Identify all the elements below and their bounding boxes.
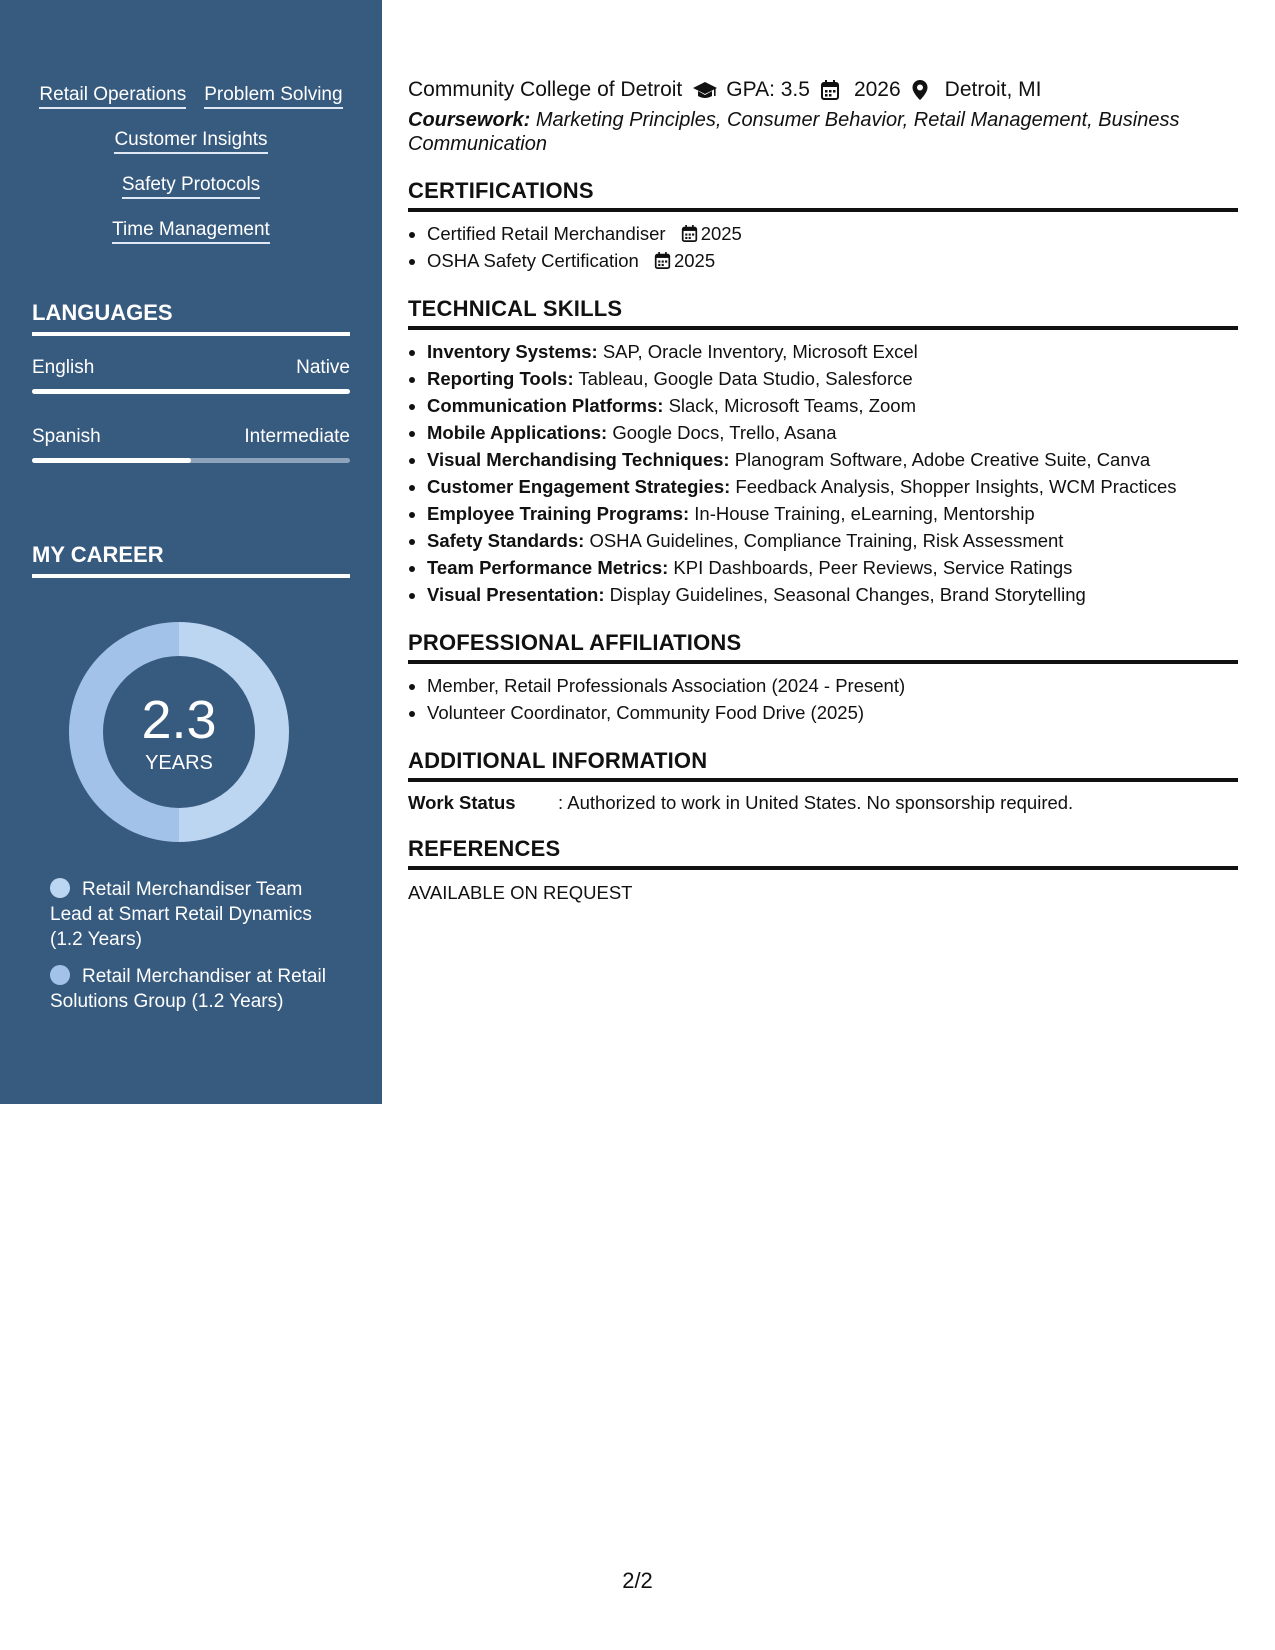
skill-item (427, 446, 1238, 473)
certification-item (427, 220, 1238, 247)
skill-values: In-House Training, eLearning, Mentorship (694, 503, 1035, 524)
work-status (408, 792, 1238, 814)
calendar-icon (820, 79, 844, 101)
language-bar-fill (32, 458, 191, 463)
skill-tag: Safety Protocols (122, 174, 260, 199)
skills-list (0, 84, 382, 264)
coursework-list: Marketing Principles, Consumer Behavior, Retail Management, Business Communication (408, 109, 1180, 155)
certification-name: OSHA Safety Certification (427, 250, 639, 271)
legend-dot (50, 965, 70, 985)
career-heading: MY CAREER (32, 542, 350, 578)
career-legend-label: Retail Merchandiser at Retail Solutions Group (1.2 Years) (50, 966, 326, 1012)
coursework (408, 108, 1238, 156)
skill-tag: Retail Operations (39, 84, 186, 109)
language-english (32, 357, 350, 394)
language-name: Spanish (32, 426, 101, 447)
calendar-icon (654, 249, 671, 266)
skill-category: Visual Presentation: (427, 584, 605, 605)
skill-category: Visual Merchandising Techniques: (427, 449, 730, 470)
page-number: 2/2 (622, 1568, 653, 1593)
skill-values: SAP, Oracle Inventory, Microsoft Excel (602, 341, 918, 362)
section-title-certifications: CERTIFICATIONS (408, 178, 1238, 212)
skill-item (427, 392, 1238, 419)
skill-item (427, 500, 1238, 527)
skill-category: Reporting Tools: (427, 368, 574, 389)
career-years-label: YEARS (145, 752, 213, 774)
career-legend-item (50, 877, 340, 952)
sidebar (0, 0, 382, 1104)
language-name: English (32, 357, 95, 378)
skill-tag: Customer Insights (114, 129, 267, 154)
career-donut-chart (66, 619, 292, 845)
skill-item (427, 338, 1238, 365)
skill-item (427, 419, 1238, 446)
work-status-label: Work Status (408, 792, 516, 813)
calendar-icon (681, 222, 698, 239)
affiliations-list (408, 672, 1238, 726)
school-name: Community College of Detroit (408, 78, 683, 101)
skill-tag: Time Management (112, 219, 270, 244)
section-title-references: REFERENCES (408, 836, 1238, 870)
skill-category: Customer Engagement Strategies: (427, 476, 731, 497)
skill-values: Feedback Analysis, Shopper Insights, WCM Practices (735, 476, 1177, 497)
certification-name: Certified Retail Merchandiser (427, 223, 666, 244)
skill-values: Slack, Microsoft Teams, Zoom (668, 395, 916, 416)
skill-category: Employee Training Programs: (427, 503, 690, 524)
skill-category: Mobile Applications: (427, 422, 608, 443)
career-legend-item (50, 964, 340, 1014)
coursework-label: Coursework: (408, 109, 531, 131)
skill-category: Safety Standards: (427, 530, 585, 551)
skill-values: KPI Dashboards, Peer Reviews, Service Ratings (673, 557, 1073, 578)
certification-item (427, 247, 1238, 274)
language-bar (32, 389, 350, 394)
language-bar-fill (32, 389, 350, 394)
career-legend-label: Retail Merchandiser Team Lead at Smart Retail Dynamics (1.2 Years) (50, 879, 312, 950)
graduation-year: 2026 (853, 78, 901, 101)
skill-category: Team Performance Metrics: (427, 557, 669, 578)
language-level: Native (296, 357, 350, 378)
education-line (408, 78, 1238, 102)
section-title-affiliations: PROFESSIONAL AFFILIATIONS (408, 630, 1238, 664)
certifications-list (408, 220, 1238, 274)
affiliation-item: • Volunteer Coordinator, Community Food Drive (2025) (427, 699, 1238, 726)
skill-category: Inventory Systems: (427, 341, 598, 362)
skill-item (427, 365, 1238, 392)
career-legend (50, 877, 340, 1026)
gpa: GPA: 3.5 (726, 78, 810, 101)
map-pin-icon (911, 79, 935, 101)
languages-heading: LANGUAGES (32, 300, 350, 336)
skill-values: OSHA Guidelines, Compliance Training, Risk Assessment (589, 530, 1064, 551)
skill-values: Planogram Software, Adobe Creative Suite, Canva (734, 449, 1151, 470)
language-bar (32, 458, 350, 463)
language-level: Intermediate (244, 426, 350, 447)
certification-year: 2025 (700, 223, 742, 244)
skill-values: Tableau, Google Data Studio, Salesforce (578, 368, 913, 389)
work-status-value: : Authorized to work in United States. No sponsorship required. (558, 792, 1074, 813)
skill-item (427, 581, 1238, 608)
references-text: AVAILABLE ON REQUEST (408, 882, 633, 903)
technical-skills-list (408, 338, 1238, 608)
skill-category: Communication Platforms: (427, 395, 664, 416)
skill-item (427, 473, 1238, 500)
skill-values: Display Guidelines, Seasonal Changes, Brand Storytelling (609, 584, 1086, 605)
skill-item (427, 554, 1238, 581)
main-content (408, 78, 1238, 904)
language-spanish (32, 426, 350, 463)
section-title-technical-skills: TECHNICAL SKILLS (408, 296, 1238, 330)
section-title-additional-information: ADDITIONAL INFORMATION (408, 748, 1238, 782)
skill-item (427, 527, 1238, 554)
affiliation-item: • Member, Retail Professionals Association (2024 - Present) (427, 672, 1238, 699)
skill-values: Google Docs, Trello, Asana (612, 422, 837, 443)
skill-tag: Problem Solving (204, 84, 342, 109)
career-total-years: 2.3 (141, 690, 217, 750)
graduation-cap-icon (692, 79, 716, 101)
certification-year: 2025 (673, 250, 716, 271)
school-location: Detroit, MI (944, 78, 1042, 101)
legend-dot (50, 878, 70, 898)
